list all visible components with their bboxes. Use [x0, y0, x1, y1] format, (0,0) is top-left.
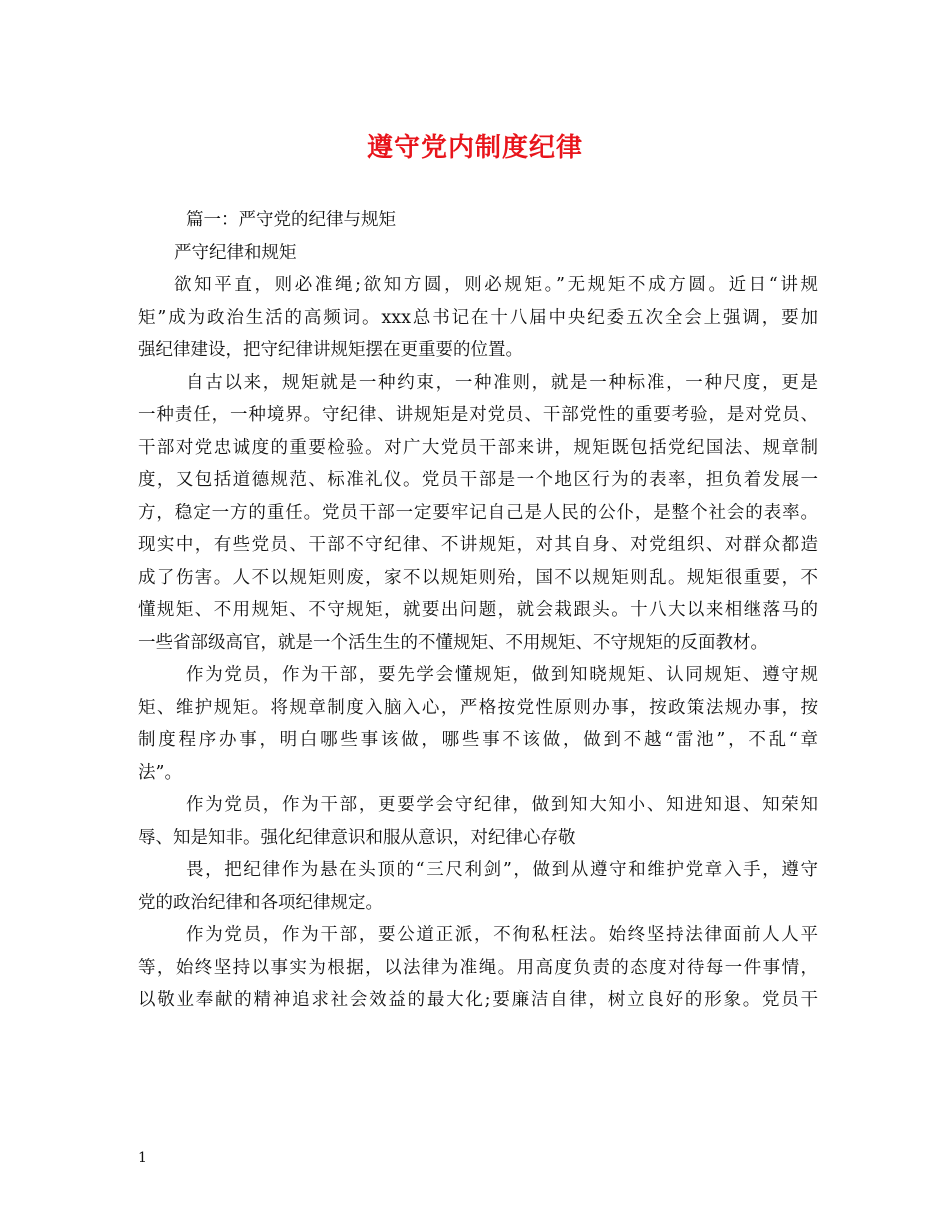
paragraph-line: 以敬业奉献的精神追求社会效益的最大化;要廉洁自律，树立良好的形象。党员干: [138, 990, 818, 1010]
paragraph-line: 作为党员，作为干部，要公道正派，不徇私枉法。始终坚持法律面前人人平: [186, 925, 818, 945]
paragraph-line: 成了伤害。人不以规矩则废，家不以规矩则殆，国不以规矩则乱。规矩很重要，不: [138, 567, 818, 588]
paragraph-line: 方，稳定一方的重任。党员干部一定要牢记自己是人民的公仆，是整个社会的表率。: [138, 502, 818, 523]
paragraph-line: 干部对党忠诚度的重要检验。对广大党员干部来讲，规矩既包括党纪国法、规章制: [138, 437, 818, 458]
subsection-heading: 严守纪律和规矩: [174, 242, 297, 263]
paragraph-line: 度，又包括道德规范、标准礼仪。党员干部是一个地区行为的表率，担负着发展一: [138, 470, 818, 490]
paragraph-line: 法”。: [138, 762, 182, 783]
paragraph-line: 欲知平直，则必准绳;欲知方圆，则必规矩。”无规矩不成方圆。近日“讲规: [174, 275, 818, 295]
document-body: [138, 204, 818, 1017]
paragraph-line: 畏，把纪律作为悬在头顶的“三尺利剑”，做到从遵守和维护党章入手，遵守: [186, 860, 818, 880]
paragraph-line: 制度程序办事，明白哪些事该做，哪些事不该做，做到不越“雷池”，不乱“章: [138, 730, 818, 750]
paragraph-line: 辱、知是知非。强化纪律意识和服从意识，对纪律心存敬: [138, 827, 576, 848]
paragraph-line: 等，始终坚持以事实为根据，以法律为准绳。用高度负责的态度对待每一件事情，: [138, 957, 818, 978]
paragraph-line: 现实中，有些党员、干部不守纪律、不讲规矩，对其自身、对党组织、对群众都造: [138, 535, 818, 555]
page-number: 1: [138, 1150, 147, 1166]
paragraph-line: 矩、维护规矩。将规章制度入脑入心，严格按党性原则办事，按政策法规办事，按: [138, 697, 818, 718]
document-title: 遵守党内制度纪律: [366, 133, 583, 163]
paragraph-line: 自古以来，规矩就是一种约束，一种准则，就是一种标准，一种尺度，更是: [186, 372, 818, 393]
paragraph-line: 作为党员，作为干部，更要学会守纪律，做到知大知小、知进知退、知荣知: [186, 795, 818, 815]
section-heading: 篇一：严守党的纪律与规矩: [186, 210, 396, 230]
paragraph-line: 一些省部级高官，就是一个活生生的不懂规矩、不用规矩、不守规矩的反面教材。: [138, 632, 768, 653]
paragraph-line: 懂规矩、不用规矩、不守规矩，就要出问题，就会栽跟头。十八大以来相继落马的: [138, 600, 818, 620]
paragraph-line: 矩”成为政治生活的高频词。xxx总书记在十八届中央纪委五次全会上强调，要加: [138, 307, 818, 328]
paragraph-line: 党的政治纪律和各项纪律规定。: [138, 892, 383, 913]
paragraph-line: 一种责任，一种境界。守纪律、讲规矩是对党员、干部党性的重要考验，是对党员、: [138, 405, 818, 425]
paragraph-line: 作为党员，作为干部，要先学会懂规矩，做到知晓规矩、认同规矩、遵守规: [186, 665, 818, 685]
paragraph-line: 强纪律建设，把守纪律讲规矩摆在更重要的位置。: [138, 340, 523, 360]
